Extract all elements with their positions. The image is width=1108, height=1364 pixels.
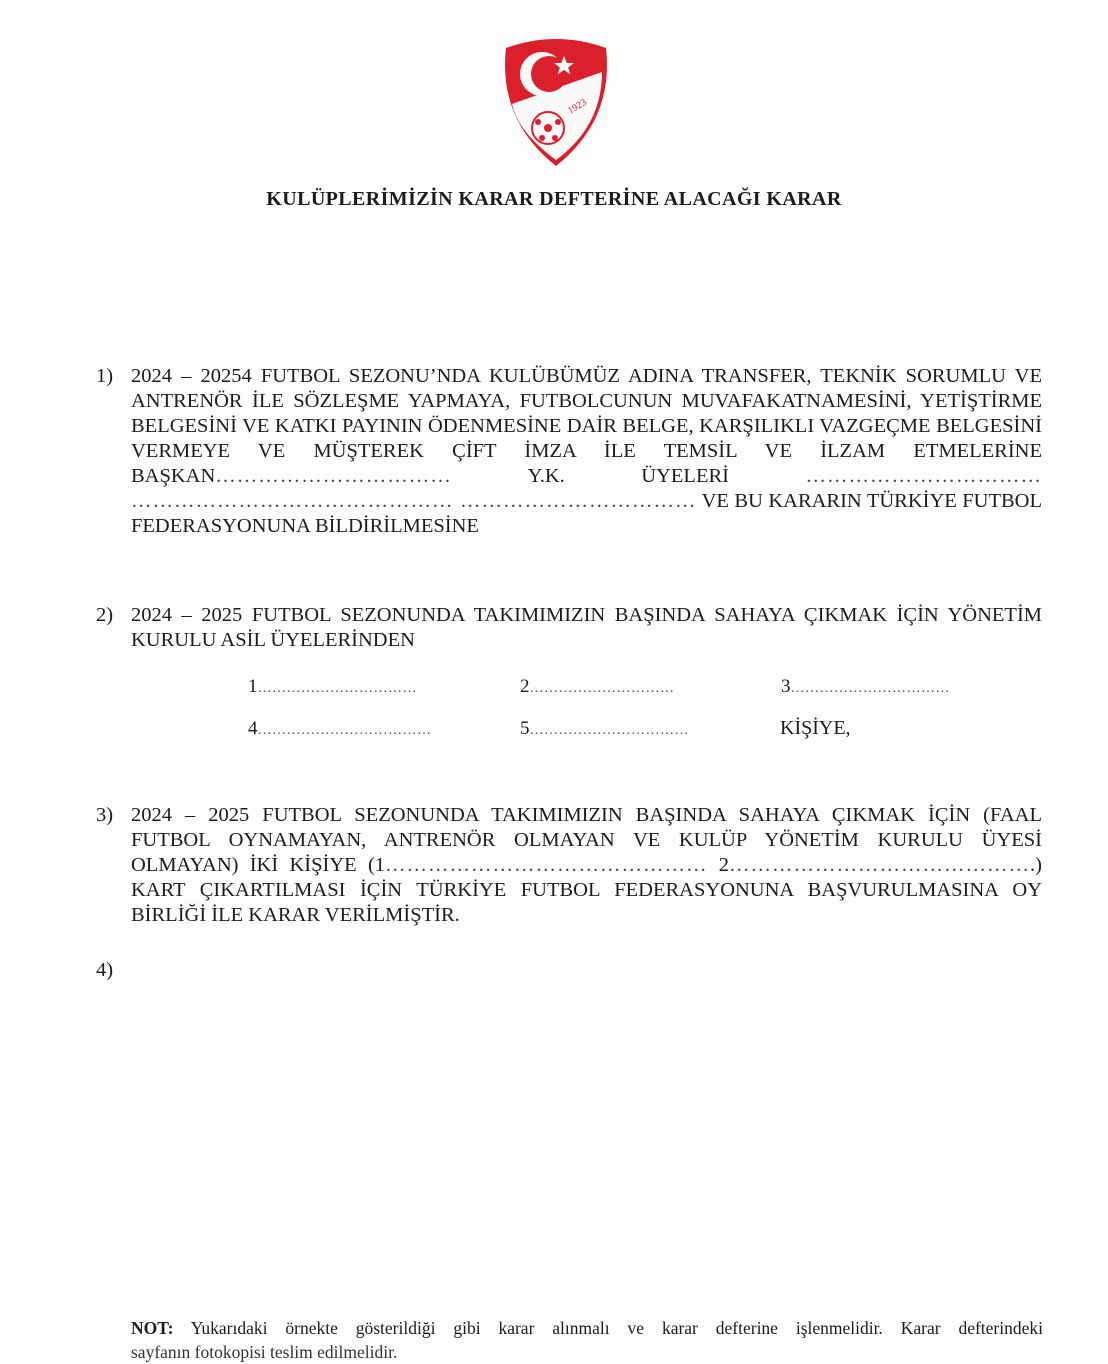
field-label: 3 bbox=[781, 676, 791, 697]
footnote-cut-line: sayfanın fotokopisi teslim edilmelidir. bbox=[131, 1342, 398, 1362]
decision-item-2 bbox=[96, 603, 1042, 653]
kisiye-label: KİŞİYE, bbox=[780, 717, 851, 739]
person-close: .) bbox=[1030, 854, 1042, 876]
tff-shield-icon bbox=[498, 36, 614, 168]
field-label: 1 bbox=[248, 676, 258, 697]
document-title: KULÜPLERİMİZİN KARAR DEFTERİNE ALACAĞI KARAR bbox=[266, 188, 842, 210]
logo-year: 1923 bbox=[566, 97, 589, 117]
decision-item-1 bbox=[96, 364, 1042, 539]
field-label: 5 bbox=[520, 718, 530, 739]
member-field-1 bbox=[248, 674, 417, 701]
note-text: Yukarıdaki örnekte gösterildiği gibi karar alınmalı ve karar defterine işlenmelidir. Karar defterindeki bbox=[190, 1318, 1043, 1338]
field-blank: …………………………… bbox=[257, 681, 417, 696]
item-1-text-end: VE BU KARARIN TÜRKİYE FUTBOL FEDERASYONUNA BİLDİRİLMESİNE bbox=[131, 490, 1043, 537]
baskan-label: BAŞKAN bbox=[131, 465, 216, 487]
item-number: 2) bbox=[96, 604, 114, 626]
item-3-text-end: KART ÇIKARTILMASI İÇİN TÜRKİYE FUTBOL FEDERASYONUNA BAŞVURULMASINA OY BİRLİĞİ İLE KARAR VERİLMİŞTİR. bbox=[131, 879, 1042, 926]
person-1-blank: ……………………………………… bbox=[385, 854, 708, 876]
member-field-4 bbox=[248, 716, 432, 743]
footnote bbox=[131, 1316, 1043, 1340]
note-label: NOT: bbox=[131, 1318, 174, 1338]
field-blank: …………………………… bbox=[790, 681, 950, 696]
field-blank: …………………………… bbox=[529, 723, 689, 738]
member-field-5 bbox=[520, 716, 689, 743]
yk-blank-1: …………………………… bbox=[805, 465, 1042, 487]
yk-label: Y.K. ÜYELERİ bbox=[527, 465, 729, 487]
item-3-text: 2024 – 2025 FUTBOL SEZONUNDA TAKIMIMIZIN BAŞINDA SAHAYA ÇIKMAK İÇİN (FAAL FUTBOL OYNAMAYAN, ANTRENÖR OLMAYAN VE KULÜP YÖNETİM KURULU ÜYESİ OLMAYAN) İKİ KİŞİYE bbox=[131, 804, 1042, 876]
baskan-blank: …………………………… bbox=[215, 465, 452, 487]
item-number: 4) bbox=[96, 959, 114, 981]
field-blank: ………………………… bbox=[529, 681, 675, 696]
yk-blank-2: ……………………………………… …………………………… bbox=[131, 490, 697, 512]
decision-item-3 bbox=[96, 803, 1042, 928]
person-2-blank: …………………………………… bbox=[729, 854, 1031, 876]
federation-logo bbox=[498, 36, 614, 168]
field-blank: ……………………………… bbox=[257, 723, 432, 738]
member-field-3 bbox=[781, 674, 950, 701]
item-2-text: 2024 – 2025 FUTBOL SEZONUNDA TAKIMIMIZIN BAŞINDA SAHAYA ÇIKMAK İÇİN YÖNETİM KURULU ASİL ÜYELERİNDEN bbox=[131, 604, 1042, 651]
person-1-open: (1 bbox=[367, 854, 386, 876]
field-label: 2 bbox=[520, 676, 530, 697]
member-field-2 bbox=[520, 674, 675, 701]
item-number: 3) bbox=[96, 804, 114, 826]
item-1-text: 2024 – 20254 FUTBOL SEZONU’NDA KULÜBÜMÜZ ADINA TRANSFER, TEKNİK SORUMLU VE ANTRENÖR İLE SÖZLEŞME YAPMAYA, FUTBOLCUNUN MUVAFAKATNAMESİNİ, YETİŞTİRME BELGESİNİ VE KATKI PAYININ ÖDENMESİNE DAİR BELGE, KARŞILIKLI VAZGEÇME BELGESİNİ VERMEYE VE MÜŞTEREK ÇİFT İMZA İLE TEMSİL VE İLZAM ETMELERİNE bbox=[131, 365, 1042, 462]
person-2-label: 2 bbox=[718, 854, 730, 876]
field-label: 4 bbox=[248, 718, 258, 739]
item-number: 1) bbox=[96, 365, 114, 387]
